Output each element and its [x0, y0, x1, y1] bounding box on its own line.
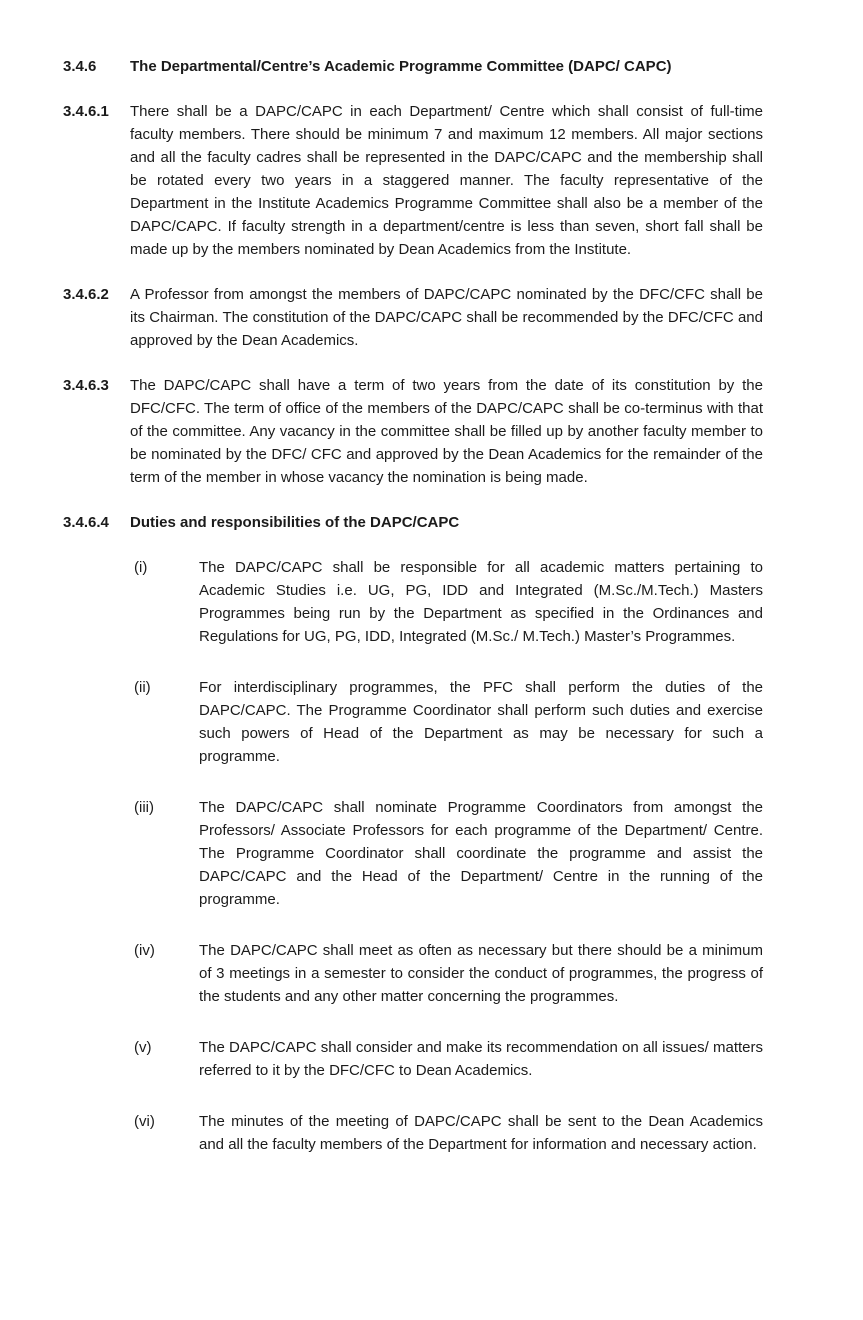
- clause-text: There shall be a DAPC/CAPC in each Department/ Centre which shall consist of full-time faculty members. There should be minimum 7 and maximum 12 members. All major sections and all the faculty cadres shall be represented in the DAPC/CAPC and the membership shall be rotated every two years in a staggered manner. The faculty representative of the Department in the Institute Academics Programme Committee shall also be a member of the DAPC/CAPC. If faculty strength in a department/centre is less than seven, short fall shall be made up by the members nominated by Dean Academics from the Institute.: [130, 103, 763, 258]
- duty-marker: (i): [134, 559, 148, 576]
- clause-row: [63, 100, 763, 261]
- duty-item: [134, 676, 763, 768]
- duty-text: The DAPC/CAPC shall be responsible for all academic matters pertaining to Academic Studies i.e. UG, PG, IDD and Integrated (M.Sc./M.Tech.) Masters Programmes being run by the Department as specified in the Ordinances and Regulations for UG, PG, IDD, Integrated (M.Sc./ M.Tech.) Master’s Programmes.: [199, 559, 763, 645]
- clause-row: [63, 374, 763, 489]
- clause-number: 3.4.6.1: [63, 103, 109, 120]
- duty-item: [134, 939, 763, 1008]
- duty-item: [134, 796, 763, 911]
- section-heading: [63, 55, 763, 78]
- duty-marker: (ii): [134, 679, 151, 696]
- duties-list: [134, 556, 763, 1156]
- duty-text: The DAPC/CAPC shall meet as often as necessary but there should be a minimum of 3 meetings in a semester to consider the conduct of programmes, the progress of the students and any other matter concerning the programmes.: [199, 942, 763, 1005]
- duty-text: The minutes of the meeting of DAPC/CAPC shall be sent to the Dean Academics and all the faculty members of the Department for information and necessary action.: [199, 1113, 763, 1153]
- clause-row: [63, 283, 763, 352]
- clause-list: [63, 100, 763, 534]
- section-number: 3.4.6: [63, 58, 97, 75]
- duty-text: For interdisciplinary programmes, the PFC shall perform the duties of the DAPC/CAPC. The Programme Coordinator shall perform such duties and exercise such powers of Head of the Department as may be necessary for such a programme.: [199, 679, 763, 765]
- duty-item: [134, 1110, 763, 1156]
- clause-text: A Professor from amongst the members of DAPC/CAPC nominated by the DFC/CFC shall be its Chairman. The constitution of the DAPC/CAPC shall be recommended by the DFC/CFC and approved by the Dean Academics.: [130, 286, 763, 349]
- clause-number: 3.4.6.4: [63, 514, 109, 531]
- clause-text: The DAPC/CAPC shall have a term of two years from the date of its constitution by the DFC/CFC. The term of office of the members of the DAPC/CAPC shall be co-terminus with that of the committee. Any vacancy in the committee shall be filled up by another faculty member to be nominated by the DFC/ CFC and approved by the Dean Academics for the remainder of the term of the member in whose vacancy the nomination is being made.: [130, 377, 763, 486]
- clause-text: Duties and responsibilities of the DAPC/CAPC: [130, 514, 460, 531]
- duty-marker: (vi): [134, 1113, 155, 1130]
- clause-number: 3.4.6.3: [63, 377, 109, 394]
- duty-marker: (iii): [134, 799, 154, 816]
- duty-item: [134, 556, 763, 648]
- clause-row: [63, 511, 763, 534]
- duty-marker: (iv): [134, 942, 155, 959]
- duty-marker: (v): [134, 1039, 152, 1056]
- duty-text: The DAPC/CAPC shall consider and make its recommendation on all issues/ matters referred to it by the DFC/CFC to Dean Academics.: [199, 1039, 763, 1079]
- clause-number: 3.4.6.2: [63, 286, 109, 303]
- duty-item: [134, 1036, 763, 1082]
- duty-text: The DAPC/CAPC shall nominate Programme Coordinators from amongst the Professors/ Associate Professors for each programme of the Department/ Centre. The Programme Coordinator shall coordinate the programme and assist the DAPC/CAPC and the Head of the Department/ Centre in the running of the programme.: [199, 799, 763, 908]
- section-title: The Departmental/Centre’s Academic Programme Committee (DAPC/ CAPC): [130, 58, 672, 75]
